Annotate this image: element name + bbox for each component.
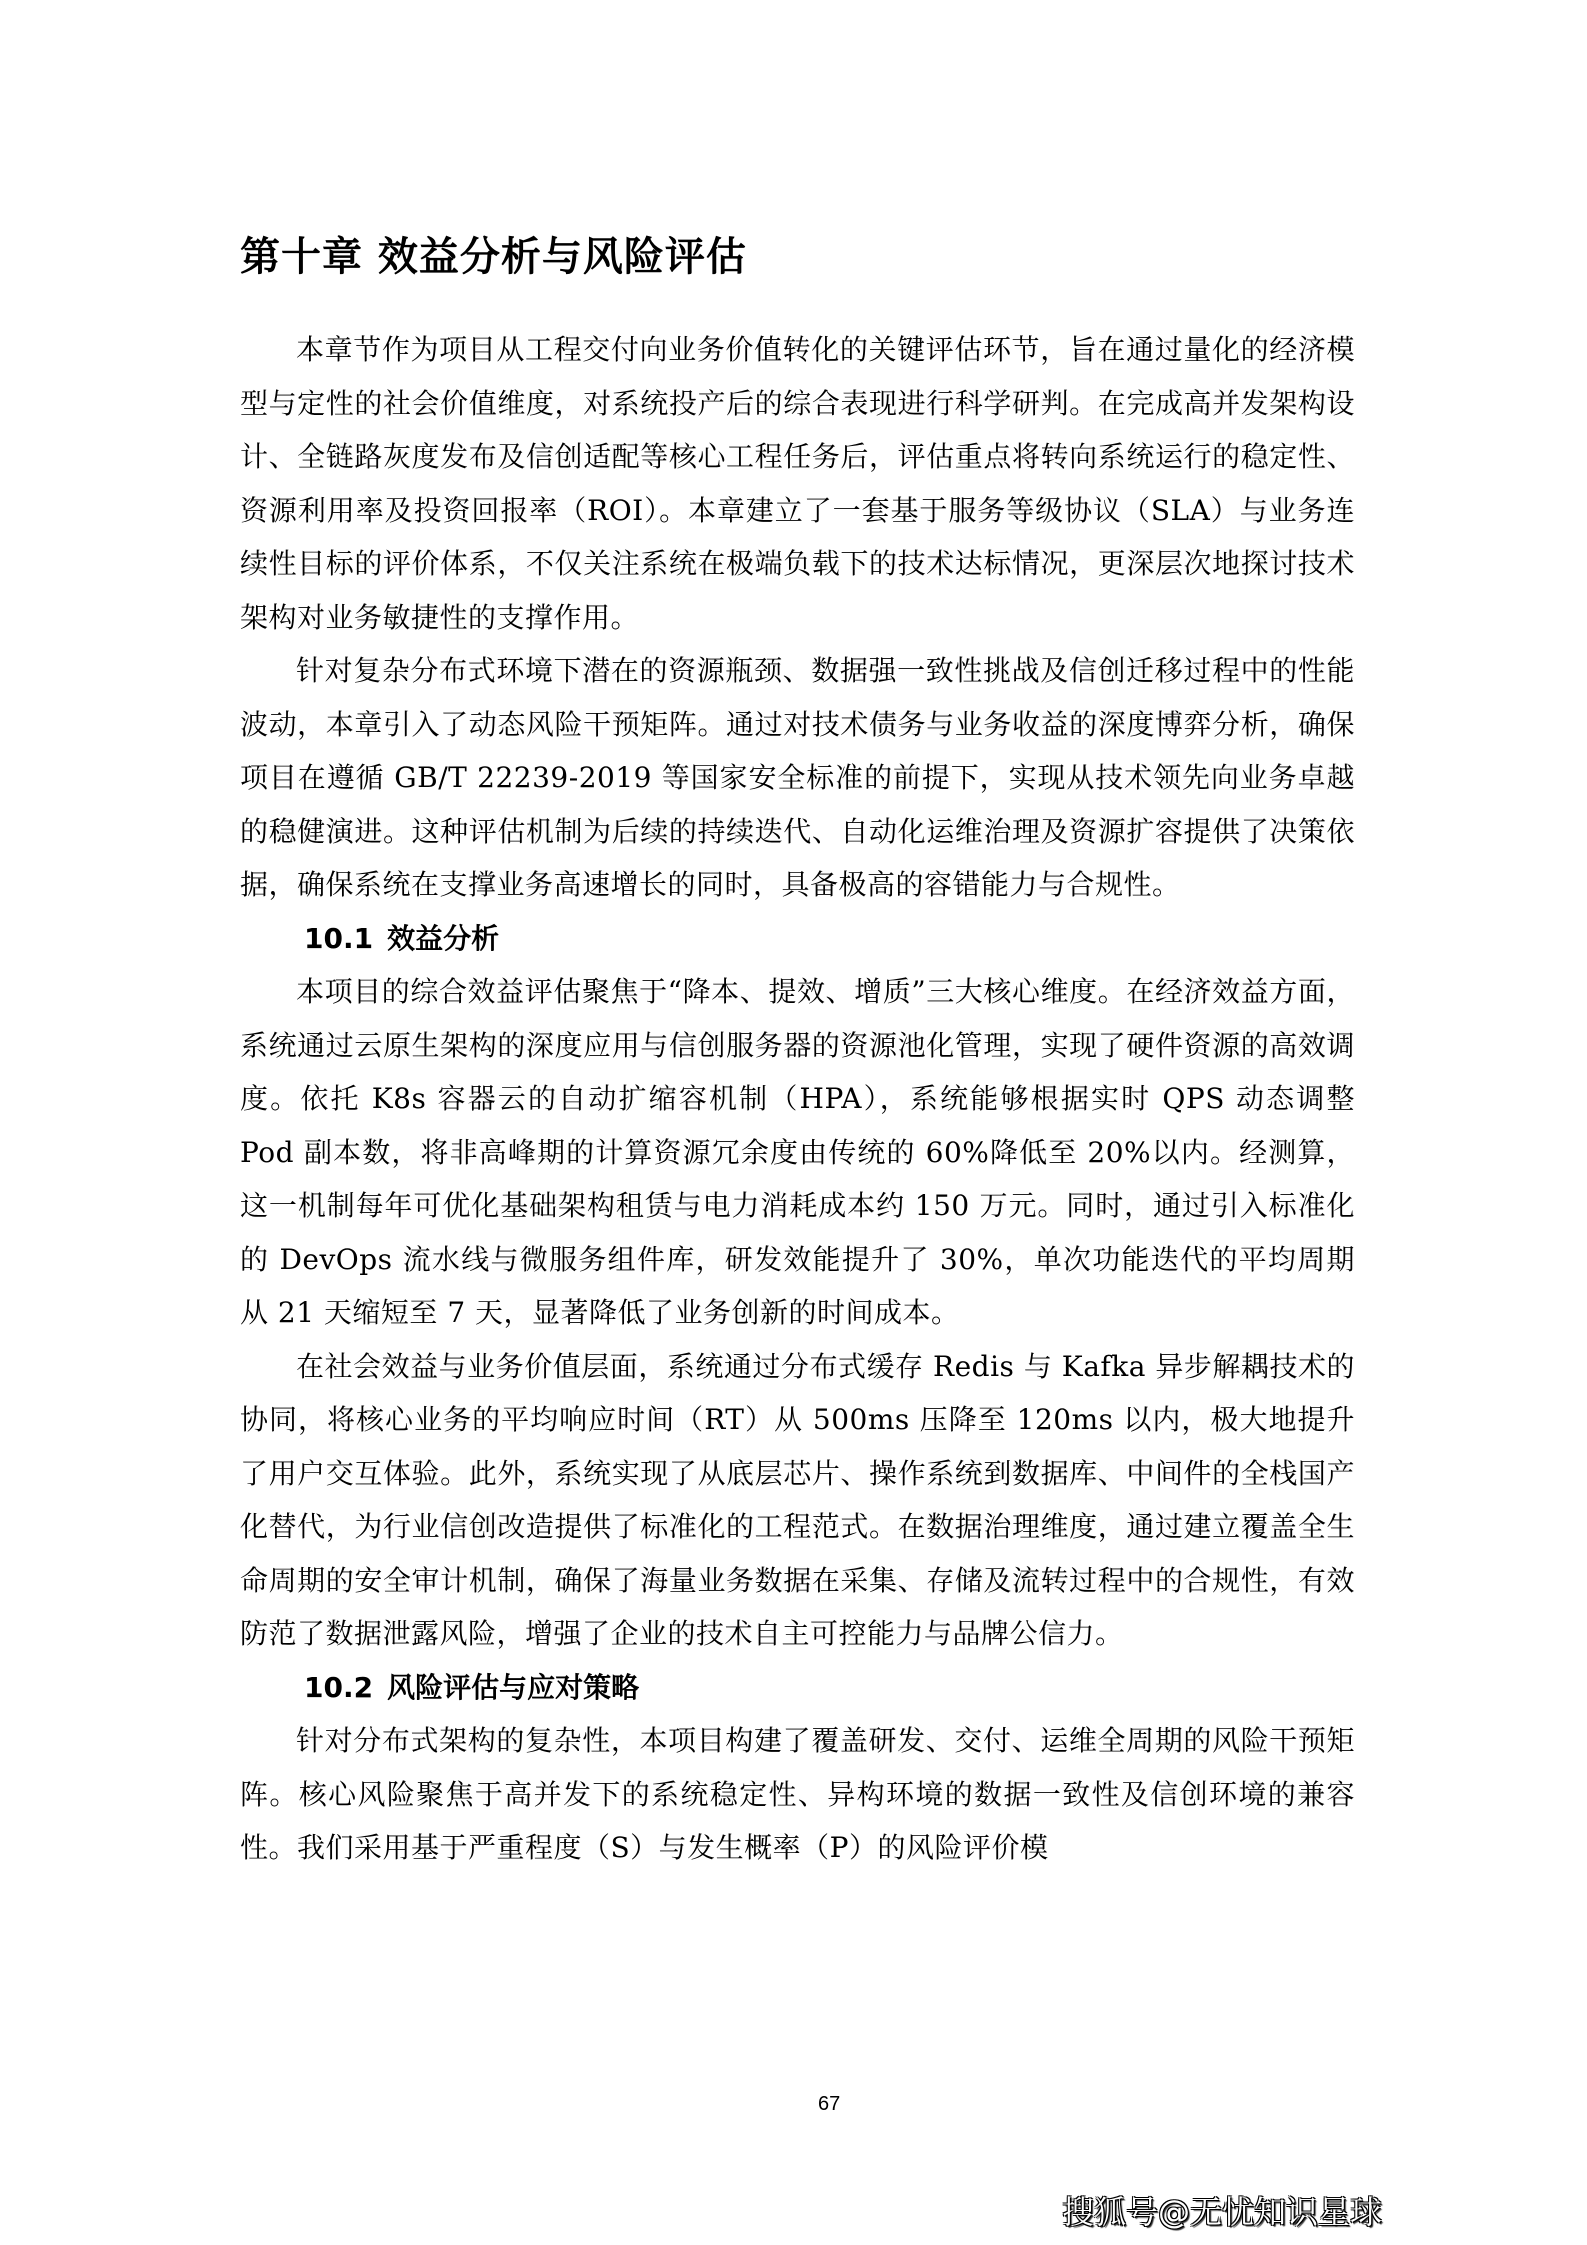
chapter-title: 第十章 效益分析与风险评估 <box>240 233 747 280</box>
section-title: 效益分析 <box>387 921 500 955</box>
watermark: 搜狐号@无忧知识星球 <box>1062 2193 1383 2231</box>
section-10-2-paragraph-1: 针对分布式架构的复杂性，本项目构建了覆盖研发、交付、运维全周期的风险干预矩阵。核心风险聚焦于高并发下的系统稳定性、异构环境的数据一致性及信创环境的兼容性。我们采用基于严重程度（S）与发生概率（P）的风险评价模 <box>240 1724 1355 1864</box>
page-number: 67 <box>818 2093 841 2115</box>
intro-paragraph-1: 本章节作为项目从工程交付向业务价值转化的关键评估环节，旨在通过量化的经济模型与定性的社会价值维度，对系统投产后的综合表现进行科学研判。在完成高并发架构设计、全链路灰度发布及信创适配等核心工程任务后，评估重点将转向系统运行的稳定性、资源利用率及投资回报率（ROI）。本章建立了一套基于服务等级协议（SLA）与业务连续性目标的评价体系，不仅关注系统在极端负载下的技术达标情况，更深层次地探讨技术架构对业务敏捷性的支撑作用。 <box>240 333 1355 634</box>
intro-block <box>240 323 1355 1875</box>
section-number: 10.2 <box>304 1670 374 1704</box>
section-heading-10-1 <box>240 912 1355 966</box>
intro-paragraph-2: 针对复杂分布式环境下潜在的资源瓶颈、数据强一致性挑战及信创迁移过程中的性能波动，本章引入了动态风险干预矩阵。通过对技术债务与业务收益的深度博弈分析，确保项目在遵循 GB/T 22239-2019 等国家安全标准的前提下，实现从技术领先向业务卓越的稳健演进。这种评估机制为后续的持续迭代、自动化运维治理及资源扩容提供了决策依据，确保系统在支撑业务高速增长的同时，具备极高的容错能力与合规性。 <box>240 654 1355 901</box>
section-title: 风险评估与应对策略 <box>387 1670 640 1704</box>
section-10-1-paragraph-1: 本项目的综合效益评估聚焦于“降本、提效、增质”三大核心维度。在经济效益方面，系统通过云原生架构的深度应用与信创服务器的资源池化管理，实现了硬件资源的高效调度。依托 K8s 容器云的自动扩缩容机制（HPA），系统能够根据实时 QPS 动态调整 Pod 副本数，将非高峰期的计算资源冗余度由传统的 60%降低至 20%以内。经测算，这一机制每年可优化基础架构租赁与电力消耗成本约 150 万元。同时，通过引入标准化的 DevOps 流水线与微服务组件库，研发效能提升了 30%，单次功能迭代的平均周期从 21 天缩短至 7 天，显著降低了业务创新的时间成本。 <box>240 975 1355 1329</box>
section-10-1-paragraph-2: 在社会效益与业务价值层面，系统通过分布式缓存 Redis 与 Kafka 异步解耦技术的协同，将核心业务的平均响应时间（RT）从 500ms 压降至 120ms 以内，极大地提升了用户交互体验。此外，系统实现了从底层芯片、操作系统到数据库、中间件的全栈国产化替代，为行业信创改造提供了标准化的工程范式。在数据治理维度，通过建立覆盖全生命周期的安全审计机制，确保了海量业务数据在采集、存储及流转过程中的合规性，有效防范了数据泄露风险，增强了企业的技术自主可控能力与品牌公信力。 <box>240 1349 1355 1650</box>
section-heading-10-2 <box>240 1661 1355 1715</box>
section-number: 10.1 <box>304 921 374 955</box>
